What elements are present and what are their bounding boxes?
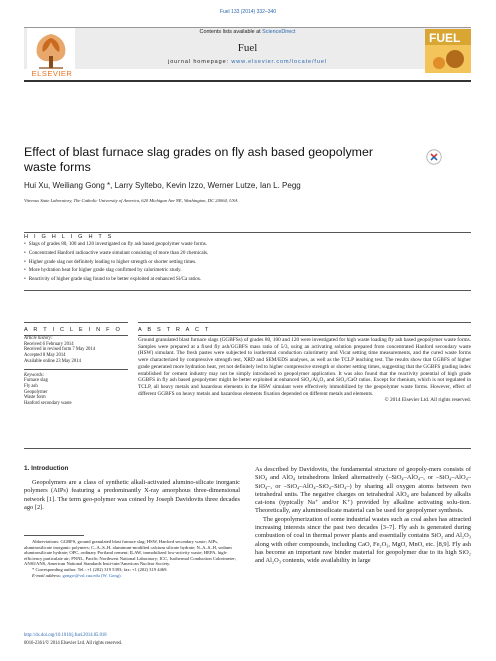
- publisher-name: ELSEVIER: [31, 69, 73, 78]
- journal-homepage: [24, 59, 471, 65]
- crossmark-icon[interactable]: [426, 149, 442, 165]
- abbreviations-footnote: Abbreviations: GGBFS, ground granulated blast furnace slag; HSW, Hanford secondary waste; AIPs, aluminosilicate inorganic polymers; C–A–S–H, aluminum-modified calcium silicate hydrate; N–A–S–H, sodium aluminosilicate hydrate; OPC, ordinary Portland cement; ILAW, immobilized low-activity waste; HEPA, high-efficiency particulate air; PNNL, Pacific Northwest National Laboratory; ICC, Isothermal Conduction Calorimeter; ANSI/ANS, American National Standards Insti-tute/American Nuclear Society.: [24, 539, 237, 567]
- article-info-rule: [24, 322, 128, 323]
- highlights-bottom-rule: [24, 290, 471, 291]
- abstract-heading: A B S T R A C T: [138, 327, 211, 333]
- contents-line: [24, 29, 471, 35]
- history-revised: Received in revised form 7 May 2014: [24, 347, 96, 353]
- journal-name: Fuel: [237, 42, 258, 54]
- author-email-link[interactable]: gongw@vsl.cua.edu (W. Gong).: [62, 572, 122, 578]
- issn-line: 0016-2361/© 2014 Elsevier Ltd. All rights reserved.: [24, 641, 123, 646]
- header-divider: [24, 27, 471, 28]
- abstract-text: Ground granulated blast furnace slags (GGBFSs) of grades 80, 100 and 120 were investigated for high waste loading fly ash based geopolymer waste forms. Samples were prepared at a fixed fly ash/GGBFS mass ratio of 5/3, using an activating solution prepared from concentrated Hanford secondary waste (HSW) simulant. The fresh pastes were subjected to isothermal conduction calorimetry and Vicat setting time measurements, and the cured waste forms were characterized by compressive strength test, XRD and SEM/EDS analyses, as well as the TCLP leaching test. The results show that GGBFS of higher grade generated more hydration heat, yet not definitely led to higher compressive strength or shorter setting times, suggesting that the GGBFS grading index established for cement industry may not be simply introduced to geopolymer application. It was also found that the reactivity potential of high grade GGBFS in fly ash based geopolymer might be better exploited at enhanced SiO₂/Al₂O₃ and SiO₂/CaO ratios. Except for rhenium, which is not regulated in TCLP, all heavy metals and hazardous elements in the HSW simulant were effectively immobilized by the geopolymer waste forms. However, effect of different GGBFS on heavy metals and hazardous elements fixation depended on different metals and elements.: [138, 337, 471, 397]
- keyword-item: Hanford secondary waste: [24, 401, 72, 407]
- highlight-item: • Reactivity of higher grade slag found to be better exploited at enhanced Si/Ca ratios.: [24, 275, 471, 284]
- keywords-label: Keywords:: [24, 372, 45, 378]
- author-affiliation: Vitreous State Laboratory, The Catholic University of America, 620 Michigan Ave NE, Washington, DC 20064, USA: [24, 198, 238, 203]
- history-accepted: Accepted 8 May 2014: [24, 353, 66, 359]
- footnote-rule: [24, 535, 84, 536]
- homepage-link[interactable]: www.elsevier.com/locate/fuel: [231, 59, 327, 65]
- sciencedirect-link[interactable]: ScienceDirect: [262, 29, 296, 35]
- article-info-heading: A R T I C L E I N F O: [24, 327, 123, 333]
- contents-prefix: Contents lists available at: [199, 29, 263, 35]
- abstract-rule: [138, 322, 471, 323]
- footnotes: [24, 535, 240, 578]
- article-title: Effect of blast furnace slag grades on fly ash based geopolymer waste forms: [24, 145, 373, 174]
- intro-heading: 1. Introduction: [24, 465, 69, 472]
- abstract-rule-lower: [138, 335, 471, 336]
- highlight-item: • More hydration heat for higher grade slag confirmed by calorimetric study.: [24, 266, 471, 275]
- history-online: Available online 23 May 2014: [24, 358, 81, 364]
- highlight-item: • Slags of grades 80, 100 and 120 investigated on fly ash based geopolymer waste forms.: [24, 240, 471, 249]
- keyword-item: Fly ash: [24, 383, 38, 389]
- email-line: [24, 573, 240, 579]
- front-matter-rule: [24, 448, 471, 449]
- highlights-top-rule: [24, 232, 471, 233]
- history-received: Received 6 February 2014: [24, 341, 74, 347]
- keyword-item: Furnace slag: [24, 378, 48, 384]
- header-rule: [24, 80, 471, 82]
- intro-column-left: [24, 479, 240, 512]
- homepage-prefix: journal homepage:: [168, 59, 232, 65]
- highlights-list: [24, 240, 471, 284]
- highlight-item: • Concentrated Hanford radioactive waste simulant consisting of more than 20 chemicals.: [24, 249, 471, 258]
- abstract-copyright: © 2014 Elsevier Ltd. All rights reserved.: [384, 397, 471, 404]
- abstract-body: [138, 337, 471, 404]
- highlights-section: [24, 232, 471, 240]
- article-info-box: [24, 336, 128, 407]
- keyword-item: Geopolymer: [24, 389, 48, 395]
- cover-artwork: [425, 45, 471, 73]
- history-label: Article history:: [24, 336, 53, 341]
- intro-column-right: [255, 466, 471, 566]
- doi-link[interactable]: http://dx.doi.org/10.1016/j.fuel.2014.05.018: [24, 633, 107, 638]
- intro-paragraph-cont: As described by Davidovits, the fundamental structure of geopoly-mers consists of SiO₄ and AlO₄ tetrahedrons linked alternatively (–SiO₄–AlO₄–, or –SiO₄–AlO₄–SiO₄–, or –SiO₄–AlO₄–SiO₄–SiO₄–) by sharing all oxygen atoms between two tetrahedral units. The negative charges on tetrahedral AlO₄ are balanced by alkalis cat-ions (typically Na⁺ and/or K⁺) provided by alkaline activating solu-tion. Theoretically, any aluminosilicate material can be used for geopolymer synthesis.: [255, 466, 471, 515]
- keyword-item: Waste form: [24, 395, 46, 401]
- highlights-heading: H I G H L I G H T S: [24, 234, 114, 240]
- keywords-divider: [24, 369, 128, 370]
- corresponding-author-note: * Corresponding author. Tel.: +1 (202) 319 5393; fax: +1 (202) 319 4469.: [32, 566, 168, 572]
- journal-reference[interactable]: Fuel 133 (2014) 332–340: [219, 9, 277, 15]
- author-list: Hui Xu, Weiliang Gong *, Larry Syltebo, Kevin Izzo, Werner Lutze, Ian L. Pegg: [24, 181, 301, 190]
- intro-paragraph: Geopolymers are a class of synthetic alkali-activated alumino-silicate inorganic polymers (AIPs) featuring a predominantly X-ray amorphous three-dimensional network [1]. The term geo-polymer was coined by Joseph Davidovits three decades ago [2].: [24, 479, 240, 511]
- highlight-item: • Higher grade slag not definitely leading to higher strength or shorter setting times.: [24, 258, 471, 267]
- intro-paragraph-2: The geopolymerization of some industrial wastes such as coal ashes has attracted increasing interests since the past two decades [3–7]. Fly ash is generated during combustion of coal in thermal power plants and essentially contains SiO₂ and Al₂O₃ along with other compounds, including CaO, Fe₂O₃, MgO, MnO, etc. [8,9]. Fly ash has become an important raw binder material for geopolymer due to its high SiO₂ and Al₂O₃ contents, wide availability in large: [255, 515, 471, 565]
- email-label: E-mail address:: [32, 572, 63, 578]
- journal-cover-thumbnail: [425, 29, 471, 73]
- cover-title: FUEL: [429, 31, 461, 45]
